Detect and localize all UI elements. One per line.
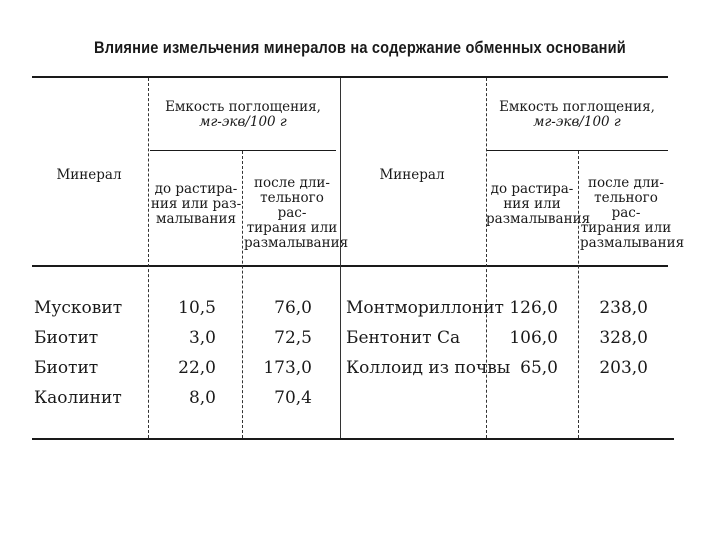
value-after: 203,0 xyxy=(599,358,648,378)
left-mineral-header: Минерал xyxy=(56,167,122,183)
right-mineral-header: Минерал xyxy=(379,167,445,183)
right-capacity-unit: мг-экв/100 г xyxy=(533,114,621,130)
mineral-name: Коллоид из почвы xyxy=(346,358,511,378)
value-before: 106,0 xyxy=(509,328,558,348)
value-after: 70,4 xyxy=(274,388,312,408)
value-before: 126,0 xyxy=(509,298,558,318)
left-before-header: до растира- ния или раз- малывания xyxy=(150,181,242,227)
table-row xyxy=(34,383,334,413)
value-after: 72,5 xyxy=(274,328,312,348)
value-before: 22,0 xyxy=(178,358,216,378)
value-after: 76,0 xyxy=(274,298,312,318)
table-row xyxy=(346,293,656,323)
value-before: 65,0 xyxy=(520,358,558,378)
value-before: 10,5 xyxy=(178,298,216,318)
left-capacity-unit: мг-экв/100 г xyxy=(199,114,287,130)
mineral-name: Бентонит Са xyxy=(346,328,461,348)
left-capacity-header xyxy=(150,100,336,130)
value-after: 173,0 xyxy=(263,358,312,378)
left-capacity-rule xyxy=(150,150,336,151)
header-bottom-rule xyxy=(32,265,668,267)
mineral-name: Каолинит xyxy=(34,388,122,408)
top-rule xyxy=(32,76,668,78)
right-before-header: до растира- ния или размалывания xyxy=(486,181,591,227)
value-before: 3,0 xyxy=(188,328,216,348)
mineral-name: Биотит xyxy=(34,358,99,378)
right-capacity-rule xyxy=(486,150,668,151)
value-before: 8,0 xyxy=(188,388,216,408)
mineral-name: Мусковит xyxy=(34,298,123,318)
col-divider-4 xyxy=(486,78,487,438)
left-table-body xyxy=(34,293,334,413)
right-after-header: после дли- тельного рас- тирания или размалывания xyxy=(580,175,685,251)
table-row xyxy=(34,293,334,323)
table-row xyxy=(34,353,334,383)
left-after-header: после дли- тельного рас- тирания или размалывания xyxy=(244,175,349,251)
col-divider-center xyxy=(340,78,341,438)
table-row xyxy=(34,323,334,353)
table-title: Влияние измельчения минералов на содержание обменных оснований xyxy=(94,38,626,57)
left-capacity-label: Емкость поглощения, xyxy=(165,99,321,115)
mineral-name: Монтмориллонит xyxy=(346,298,504,318)
right-capacity-label: Емкость поглощения, xyxy=(499,99,655,115)
value-after: 238,0 xyxy=(599,298,648,318)
right-table-body xyxy=(346,293,656,383)
bottom-rule xyxy=(32,438,674,440)
table-row xyxy=(346,323,656,353)
mineral-name: Биотит xyxy=(34,328,99,348)
table-row xyxy=(346,353,656,383)
value-after: 328,0 xyxy=(599,328,648,348)
right-capacity-header xyxy=(486,100,668,130)
